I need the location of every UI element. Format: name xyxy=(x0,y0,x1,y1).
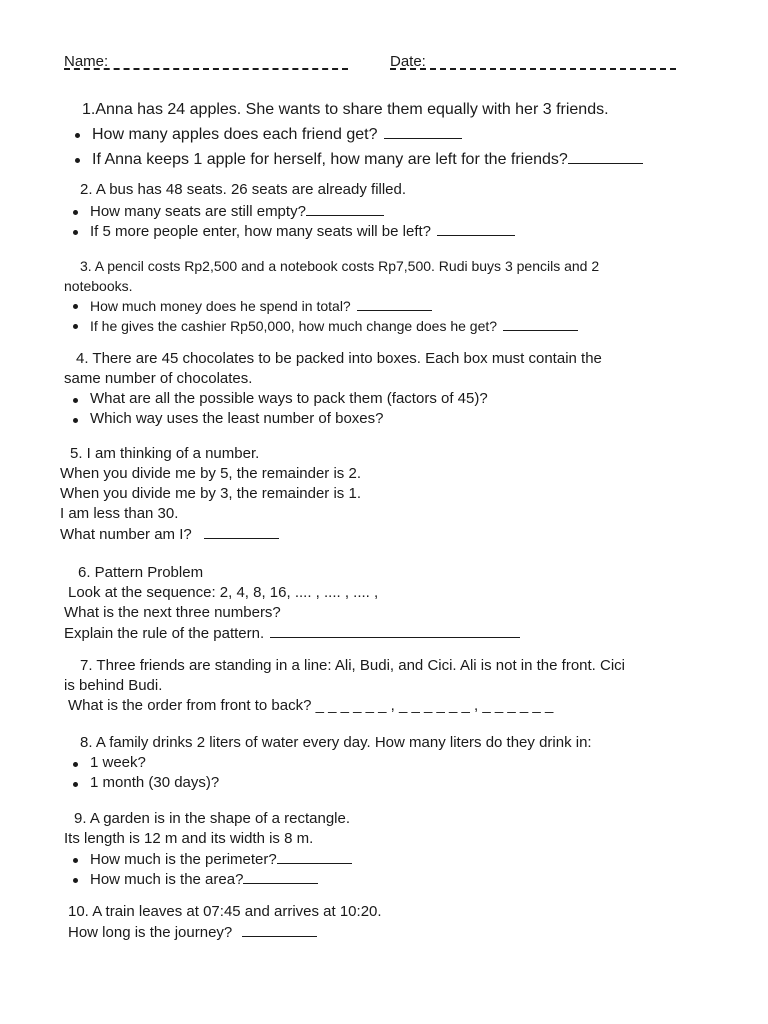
question-2-part-a: How many seats are still empty? xyxy=(90,201,384,222)
question-5-text-line-4: I am less than 30. xyxy=(60,505,179,522)
question-4-part-b: Which way uses the least number of boxes? xyxy=(90,410,384,427)
question-3-text-line-1: 3. A pencil costs Rp2,500 and a notebook costs Rp7,500. Rudi buys 3 pencils and 2 xyxy=(80,258,600,274)
date-field-line xyxy=(390,68,676,70)
bullet xyxy=(73,782,78,787)
bullet xyxy=(73,398,78,403)
question-6-text-line-1: 6. Pattern Problem xyxy=(78,564,204,581)
answer-blank xyxy=(204,524,279,539)
answer-blank xyxy=(437,221,515,236)
answer-blank xyxy=(242,922,317,937)
question-5-text-line-2: When you divide me by 5, the remainder is 2. xyxy=(60,465,361,482)
bullet xyxy=(73,210,78,215)
question-9-part-a: How much is the perimeter? xyxy=(90,849,352,870)
question-4-text-line-1: 4. There are 45 chocolates to be packed into boxes. Each box must contain the xyxy=(76,350,602,367)
bullet xyxy=(73,762,78,767)
question-9-text-line-1: 9. A garden is in the shape of a rectangle. xyxy=(74,810,351,827)
bullet xyxy=(73,304,78,309)
name-field-line xyxy=(64,68,348,70)
question-1-part-a: How many apples does each friend get? xyxy=(92,124,462,145)
question-7-text-line-3: What is the order from front to back? _ _ _ _ _ _ , _ _ _ _ _ _ , _ _ _ _ _ _ xyxy=(68,697,554,714)
question-5-text-line-5: What number am I? xyxy=(60,524,279,545)
question-9-part-b: How much is the area? xyxy=(90,869,318,890)
question-3-part-b: If he gives the cashier Rp50,000, how much change does he get? xyxy=(90,316,578,336)
question-7-text-line-1: 7. Three friends are standing in a line: Ali, Budi, and Cici. Ali is not in the front. Cici xyxy=(80,657,626,674)
answer-blank xyxy=(384,124,462,139)
answer-blank xyxy=(568,149,643,164)
question-6-text-line-4: Explain the rule of the pattern. xyxy=(64,623,520,644)
question-10-text-line-2: How long is the journey? xyxy=(68,922,317,943)
question-5-text-line-3: When you divide me by 3, the remainder is 1. xyxy=(60,485,361,502)
bullet xyxy=(75,158,80,163)
question-5-text-line-1: 5. I am thinking of a number. xyxy=(70,445,260,462)
answer-blank xyxy=(277,849,352,864)
answer-blank xyxy=(270,623,520,638)
question-8-part-b: 1 month (30 days)? xyxy=(90,774,220,791)
question-8-text: 8. A family drinks 2 liters of water every day. How many liters do they drink in: xyxy=(80,734,592,751)
question-3-text-line-2: notebooks. xyxy=(64,278,133,294)
date-label: Date: xyxy=(390,53,426,70)
answer-blank xyxy=(503,316,578,331)
answer-blank xyxy=(243,869,318,884)
question-3-part-a: How much money does he spend in total? xyxy=(90,296,432,316)
name-label: Name: xyxy=(64,53,109,70)
question-6-text-line-3: What is the next three numbers? xyxy=(64,604,281,621)
question-1-text: 1.Anna has 24 apples. She wants to share them equally with her 3 friends. xyxy=(82,101,609,118)
bullet xyxy=(73,878,78,883)
bullet xyxy=(73,230,78,235)
bullet xyxy=(73,324,78,329)
bullet xyxy=(73,858,78,863)
question-9-text-line-2: Its length is 12 m and its width is 8 m. xyxy=(64,830,314,847)
question-1-part-b: If Anna keeps 1 apple for herself, how many are left for the friends? xyxy=(92,149,643,170)
answer-blank xyxy=(306,201,384,216)
answer-blank xyxy=(357,296,432,311)
question-2-text: 2. A bus has 48 seats. 26 seats are already filled. xyxy=(80,181,407,198)
question-4-part-a: What are all the possible ways to pack them (factors of 45)? xyxy=(90,390,488,407)
question-10-text-line-1: 10. A train leaves at 07:45 and arrives at 10:20. xyxy=(68,903,382,920)
question-4-text-line-2: same number of chocolates. xyxy=(64,370,253,387)
question-6-text-line-2: Look at the sequence: 2, 4, 8, 16, .... , .... , .... , xyxy=(68,584,379,601)
question-8-part-a: 1 week? xyxy=(90,754,146,771)
question-2-part-b: If 5 more people enter, how many seats will be left? xyxy=(90,221,515,242)
question-7-text-line-2: is behind Budi. xyxy=(64,677,163,694)
bullet xyxy=(73,418,78,423)
bullet xyxy=(75,133,80,138)
